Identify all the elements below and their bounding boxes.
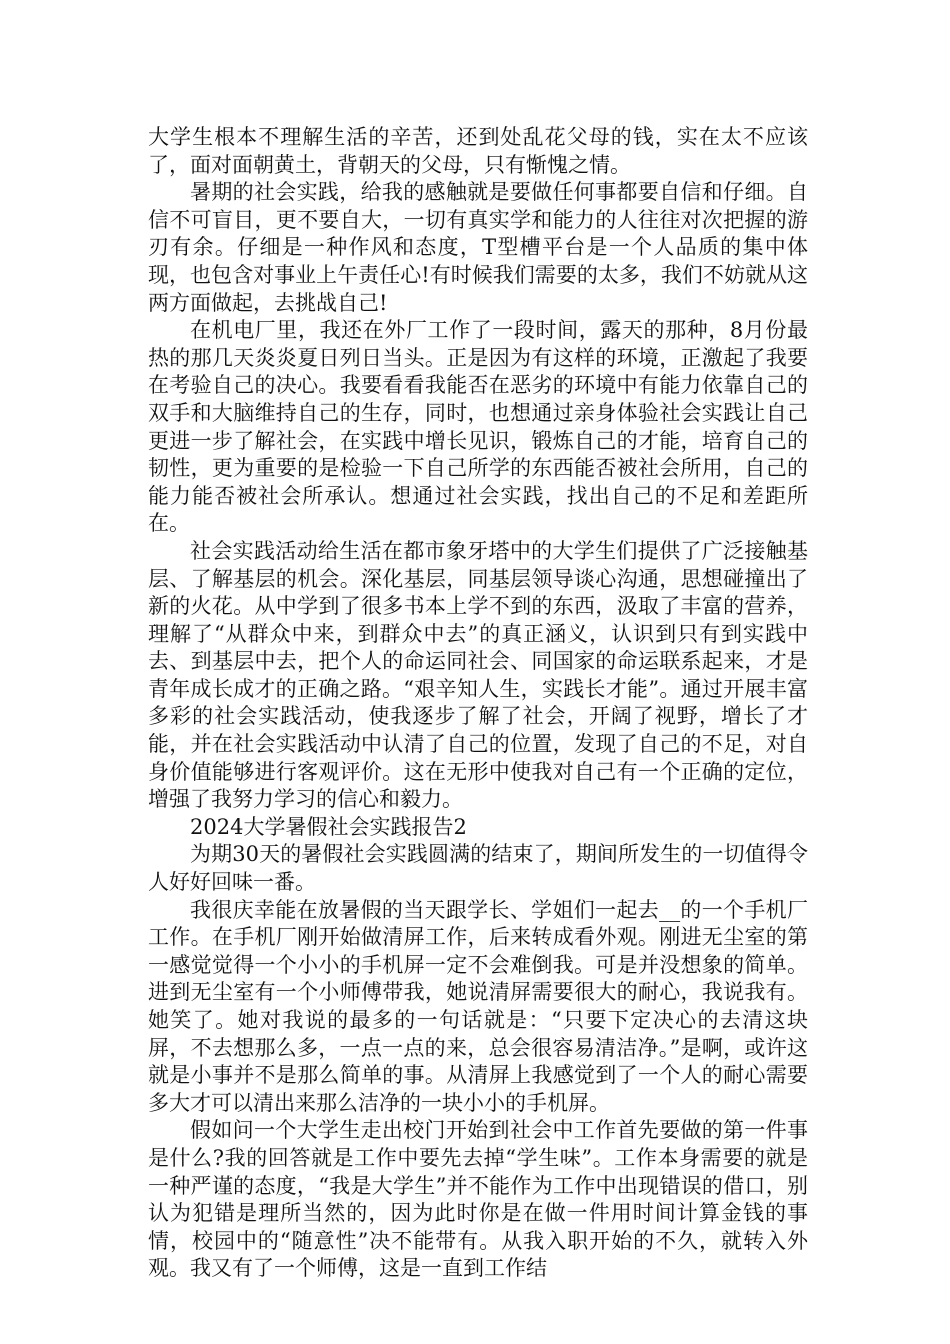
paragraph-3: 在机电厂里，我还在外厂工作了一段时间，露天的那种，8月份最热的那几天炎炎夏日列日当头。正是因为有这样的环境，正激起了我要在考验自己的决心。我要看看我能否在恶劣的环境中有能力依靠自己的双手和大脑维持自己的生存，同时，也想通过亲身体验社会实践让自己更进一步了解社会，在实践中增长见识，锻炼自己的才能，培育自己的韧性，更为重要的是检验一下自己所学的东西能否被社会所用，自己的能力能否被社会所承认。想通过社会实践，找出自己的不足和差距所在。 (148, 318, 808, 536)
paragraph-1: 大学生根本不理解生活的辛苦，还到处乱花父母的钱，实在太不应该了，面对面朝黄土，背朝天的父母，只有惭愧之情。 (148, 125, 808, 177)
section-heading: 2024大学暑假社会实践报告2 (190, 814, 467, 839)
paragraph-5: 为期30天的暑假社会实践圆满的结束了，期间所发生的一切值得令人好好回味一番。 (148, 842, 808, 895)
paragraph-7: 假如问一个大学生走出校门开始到社会中工作首先要做的第一件事是什么?我的回答就是工作中要先去掉“学生味”。工作本身需要的就是一种严谨的态度，“我是大学生”并不能作为工作中出现错误的借口，别认为犯错是理所当然的，因为此时你是在做一件用时间计算金钱的事情，校园中的“随意性”决不能带有。从我入职开始的不久，就转入外观。我又有了一个师傅，这是一直到工作结 (148, 1118, 808, 1281)
document-page (148, 124, 808, 1283)
paragraph-4: 社会实践活动给生活在都市象牙塔中的大学生们提供了广泛接触基层、了解基层的机会。深化基层，同基层领导谈心沟通，思想碰撞出了新的火花。从中学到了很多书本上学不到的东西，汲取了丰富的营养，理解了“从群众中来，到群众中去”的真正涵义，认识到只有到实践中去、到基层中去，把个人的命运同社会、同国家的命运联系起来，才是青年成长成才的正确之路。“艰辛知人生，实践长才能”。通过开展丰富多彩的社会实践活动，使我逐步了解了社会，开阔了视野，增长了才能，并在社会实践活动中认清了自己的位置，发现了自己的不足，对自身价值能够进行客观评价。这在无形中使我对自己有一个正确的定位，增强了我努力学习的信心和毅力。 (148, 538, 808, 812)
paragraph-6: 我很庆幸能在放暑假的当天跟学长、学姐们一起去__的一个手机厂工作。在手机厂刚开始做清屏工作，后来转成看外观。刚进无尘室的第一感觉觉得一个小小的手机屏一定不会难倒我。可是并没想象的简单。进到无尘室有一个小师傅带我，她说清屏需要很大的耐心，我说我有。她笑了。她对我说的最多的一句话就是：“只要下定决心的去清这块屏，不去想那么多，一点一点的来，总会很容易清洁净。”是啊，或许这就是小事并不是那么简单的事。从清屏上我感觉到了一个人的耐心需要多大才可以清出来那么洁净的一块小小的手机屏。 (148, 897, 808, 1115)
paragraph-2: 暑期的社会实践，给我的感触就是要做任何事都要自信和仔细。自信不可盲目，更不要自大，一切有真实学和能力的人往往对次把握的游刃有余。仔细是一种作风和态度，T型槽平台是一个人品质的集中体现，也包含对事业上午责任心!有时候我们需要的太多，我们不妨就从这两方面做起，去挑战自己! (148, 180, 808, 315)
